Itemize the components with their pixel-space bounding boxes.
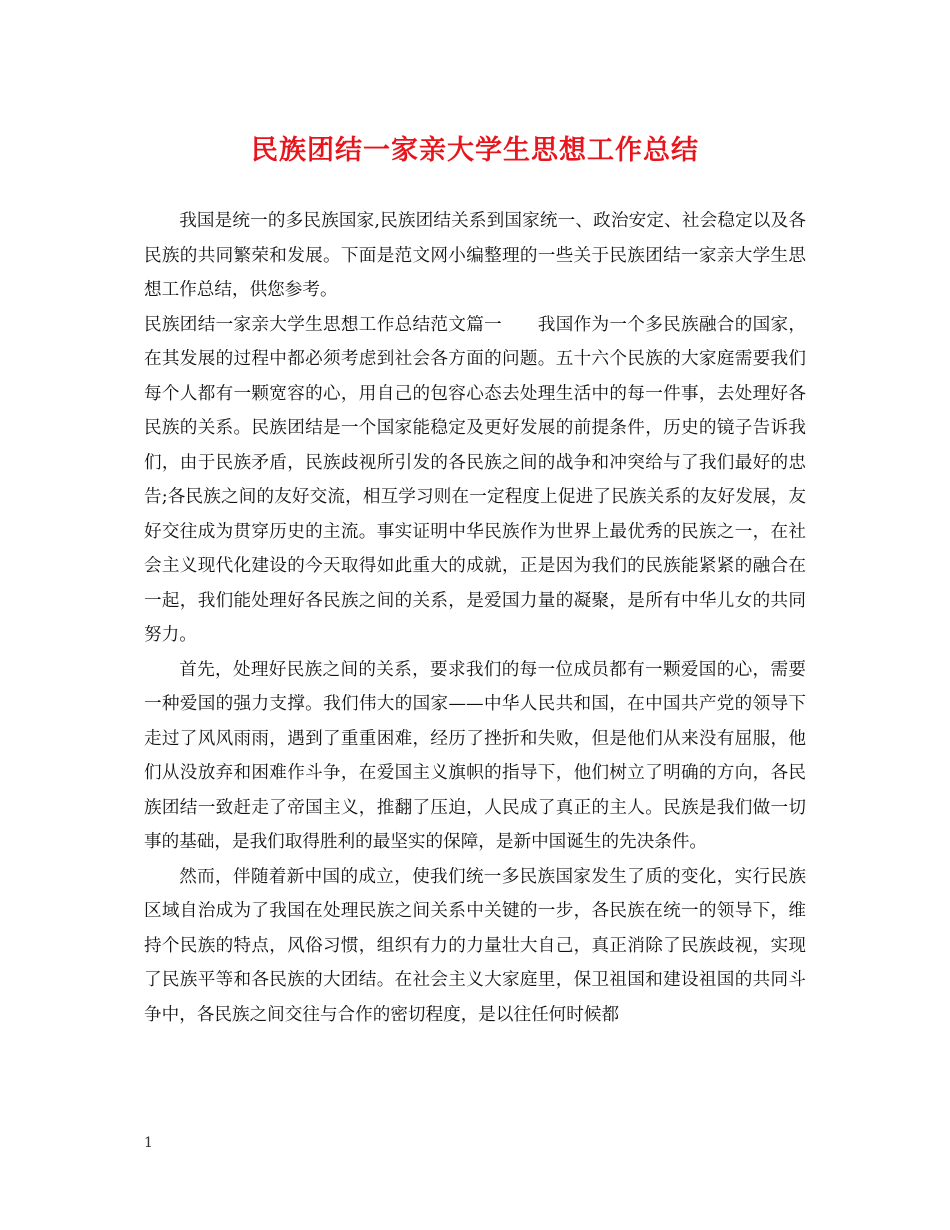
paragraph-intro: 我国是统一的多民族国家,民族团结关系到国家统一、政治安定、社会稳定以及各民族的共同繁荣和发展。下面是范文网小编整理的一些关于民族团结一家亲大学生思想工作总结，供您参考。 bbox=[144, 211, 806, 300]
paragraph-first-point: 首先，处理好民族之间的关系，要求我们的每一位成员都有一颗爱国的心，需要一种爱国的强力支撑。我们伟大的国家——中华人民共和国，在中国共产党的领导下走过了风风雨雨，遇到了重重困难，经历了挫折和失败，但是他们从来没有屈服，他们从没放弃和困难作斗争，在爱国主义旗帜的指导下，他们树立了明确的方向，各民族团结一致赶走了帝国主义，推翻了压迫，人民成了真正的主人。民族是我们做一切事的基础，是我们取得胜利的最坚实的保障，是新中国诞生的先决条件。 bbox=[144, 659, 806, 852]
page-number: 1 bbox=[144, 1135, 153, 1151]
document-title: 民族团结一家亲大学生思想工作总结 bbox=[251, 135, 699, 166]
paragraph-second-point: 然而，伴随着新中国的成立，使我们统一多民族国家发生了质的变化，实行民族区域自治成为了我国在处理民族之间关系中关键的一步，各民族在统一的领导下，维持个民族的特点，风俗习惯，组织有力的力量壮大自己，真正消除了民族歧视，实现了民族平等和各民族的大团结。在社会主义大家庭里，保卫祖国和建设祖国的共同斗争中，各民族之间交往与合作的密切程度，是以往任何时候都 bbox=[144, 866, 806, 1025]
document-body bbox=[144, 204, 806, 1032]
paragraph-section-one: 民族团结一家亲大学生思想工作总结范文篇一 我国作为一个多民族融合的国家，在其发展的过程中都必须考虑到社会各方面的问题。五十六个民族的大家庭需要我们每个人都有一颗宽容的心，用自己的包容心态去处理生活中的每一件事，去处理好各民族的关系。民族团结是一个国家能稳定及更好发展的前提条件，历史的镜子告诉我们，由于民族矛盾，民族歧视所引发的各民族之间的战争和冲突给与了我们最好的忠告;各民族之间的友好交流，相互学习则在一定程度上促进了民族关系的友好发展，友好交往成为贯穿历史的主流。事实证明中华民族作为世界上最优秀的民族之一，在社会主义现代化建设的今天取得如此重大的成就，正是因为我们的民族能紧紧的融合在一起，我们能处理好各民族之间的关系，是爱国力量的凝聚，是所有中华儿女的共同努力。 bbox=[144, 314, 806, 645]
